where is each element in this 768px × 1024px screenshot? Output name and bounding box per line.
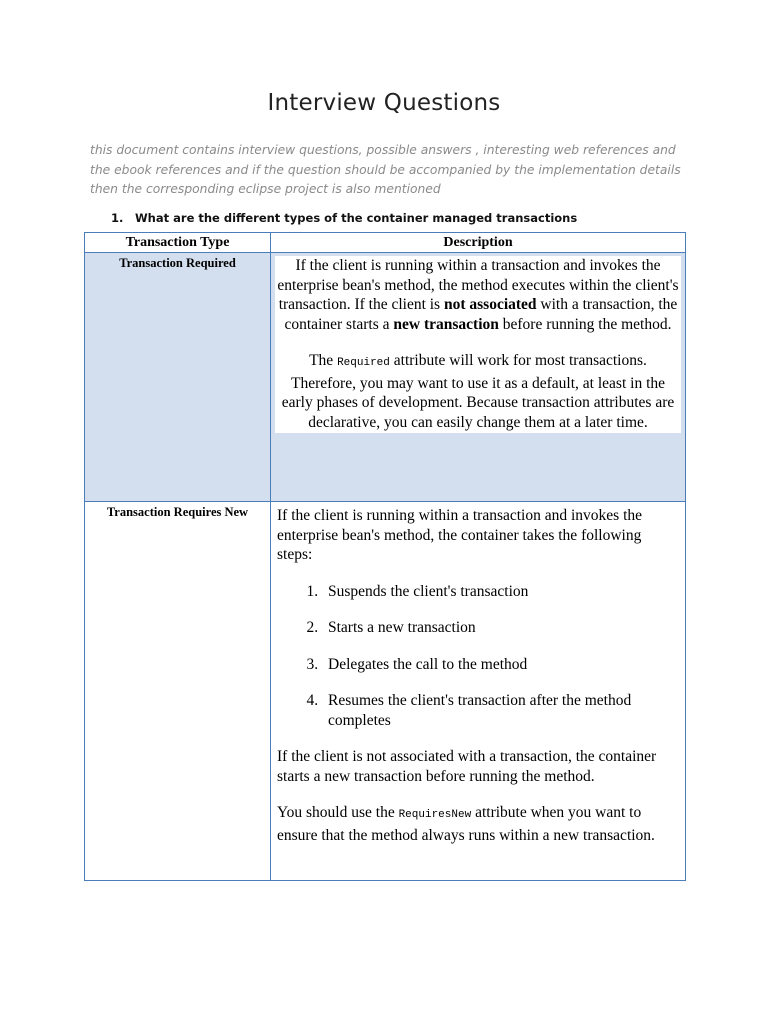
transaction-types-table: [84, 232, 686, 881]
row-transaction-type: Transaction Requires New: [85, 502, 271, 881]
document-subtitle: this document contains interview questions, possible answers , interesting web references and the ebook references and if the question should be accompanied by the implementation details then the corresponding eclipse project is also mentioned: [90, 143, 681, 196]
row-description: [271, 253, 686, 502]
text-span: with a transaction, the container starts a: [284, 296, 678, 333]
description-paragraph: [277, 351, 679, 432]
page-title: Interview Questions: [267, 90, 501, 116]
header-transaction-type: Transaction Type: [85, 233, 271, 253]
code-text: RequiresNew: [398, 809, 472, 821]
row-transaction-type: Transaction Required: [85, 253, 271, 502]
header-description: Description: [271, 233, 686, 253]
description-paragraph: If the client is not associated with a transaction, the container starts a new transaction before running the method.: [277, 748, 657, 785]
text-span: The: [309, 352, 338, 369]
list-item: 3. Delegates the call to the method: [322, 655, 679, 675]
question-text: What are the different types of the container managed transactions: [135, 211, 578, 225]
table-row: [85, 253, 686, 502]
table-header-row: [85, 233, 686, 253]
table-row: [85, 502, 686, 881]
list-item: 4. Resumes the client's transaction after the method completes: [322, 691, 679, 730]
description-paragraph: [277, 803, 679, 845]
text-span: If the client is running within a transaction and invokes the enterprise bean's method, the method executes within the client's transaction. If the client is: [277, 257, 679, 313]
list-item: 2. Starts a new transaction: [322, 618, 679, 638]
row-description: [271, 502, 686, 881]
description-box: [275, 256, 681, 433]
bold-text: new transaction: [393, 315, 499, 333]
text-span: attribute when you want to ensure that the method always runs within a new transaction.: [277, 804, 655, 844]
question-number: 1.: [111, 211, 124, 225]
description-paragraph: If the client is running within a transaction and invokes the enterprise bean's method, the container takes the following steps:: [277, 507, 643, 563]
text-span: You should use the: [277, 804, 399, 821]
list-item: 1. Suspends the client's transaction: [322, 582, 679, 602]
code-text: Required: [337, 357, 390, 369]
question-heading: [111, 211, 577, 225]
bold-text: not associated: [443, 296, 537, 313]
description-paragraph: [277, 256, 679, 334]
steps-list: [277, 582, 679, 731]
text-span: attribute will work for most transactions. Therefore, you may want to use it as a default, at least in the early phases of development. Because transaction attributes are declarative, you can easily change them at a later time.: [281, 352, 675, 431]
text-span: before running the method.: [498, 315, 672, 333]
